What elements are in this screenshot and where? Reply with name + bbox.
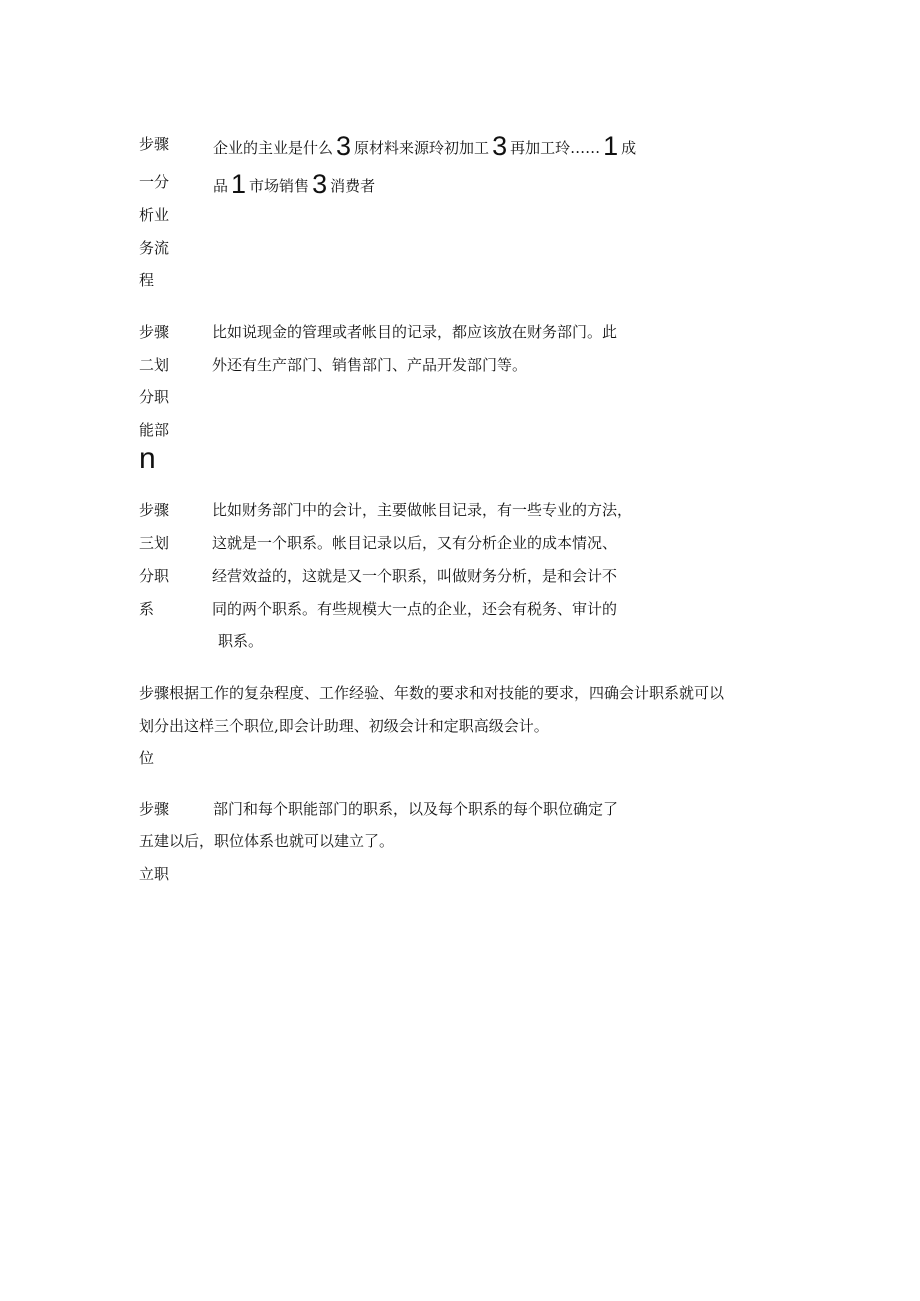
flow-text: 原材料来源玲初加工 <box>354 139 490 157</box>
step1-label-line: 程 <box>139 271 155 289</box>
step3-body-line: 职系。 <box>218 632 264 650</box>
step3-body-line: 这就是一个职系。帐目记录以后，又有分析企业的成本情况、 <box>212 534 618 552</box>
step3-label-line: 三划 <box>139 534 170 552</box>
step3-label-line: 步骤 <box>139 501 170 519</box>
step5-line: 五建以后，职位体系也就可以建立了。 <box>139 832 395 850</box>
flow-arrow-glyph: 1 <box>603 131 619 161</box>
flow-text: 品 <box>213 177 229 195</box>
step2-label-line: 二划 <box>139 356 170 374</box>
flow-text: 成 <box>621 139 637 157</box>
flow-arrow-glyph: 3 <box>336 131 352 161</box>
step4-line: 位 <box>139 749 155 767</box>
step3-label-line: 系 <box>139 600 155 618</box>
step1-label-line: 步骤 <box>139 135 170 153</box>
step2-label-line: n <box>139 442 156 475</box>
step1-label-line: 一分 <box>139 173 170 191</box>
step2-body-line: 外还有生产部门、销售部门、产品开发部门等。 <box>212 356 528 374</box>
flow-text: 市场销售 <box>249 177 310 195</box>
step3-label-line: 分职 <box>139 567 170 585</box>
step1-flow-line1 <box>213 131 637 161</box>
step2-label-line: 能部 <box>139 421 170 439</box>
step1-label-line: 务流 <box>139 239 170 257</box>
step2-label-line: 步骤 <box>139 323 170 341</box>
flow-arrow-glyph: 1 <box>231 169 247 199</box>
step5-label-line: 步骤 <box>139 800 170 818</box>
step4-line: 划分出这样三个职位,即会计助理、初级会计和定职高级会计。 <box>139 717 549 735</box>
step1-label-line: 析业 <box>139 206 170 224</box>
step2-body-line: 比如说现金的管理或者帐目的记录，都应该放在财务部门。此 <box>212 323 618 341</box>
step5-body-line: 部门和每个职能部门的职系，以及每个职系的每个职位确定了 <box>213 800 619 818</box>
step3-body-line: 同的两个职系。有些规模大一点的企业，还会有税务、审计的 <box>212 600 618 618</box>
flow-arrow-glyph: 3 <box>492 131 508 161</box>
step5-label-line: 立职 <box>139 865 170 883</box>
step2-label-line: 分职 <box>139 388 170 406</box>
flow-arrow-glyph: 3 <box>312 169 328 199</box>
flow-text: 消费者 <box>330 177 376 195</box>
step3-body-line: 比如财务部门中的会计，主要做帐目记录，有一些专业的方法， <box>212 501 633 519</box>
flow-text: 再加工玲…… <box>510 139 601 157</box>
step3-body-line: 经营效益的，这就是又一个职系，叫做财务分析，是和会计不 <box>212 567 618 585</box>
flow-text: 企业的主业是什么 <box>213 139 334 157</box>
step4-line: 步骤根据工作的复杂程度、工作经验、年数的要求和对技能的要求，四确会计职系就可以 <box>139 684 725 702</box>
step1-flow-line2 <box>213 169 376 199</box>
